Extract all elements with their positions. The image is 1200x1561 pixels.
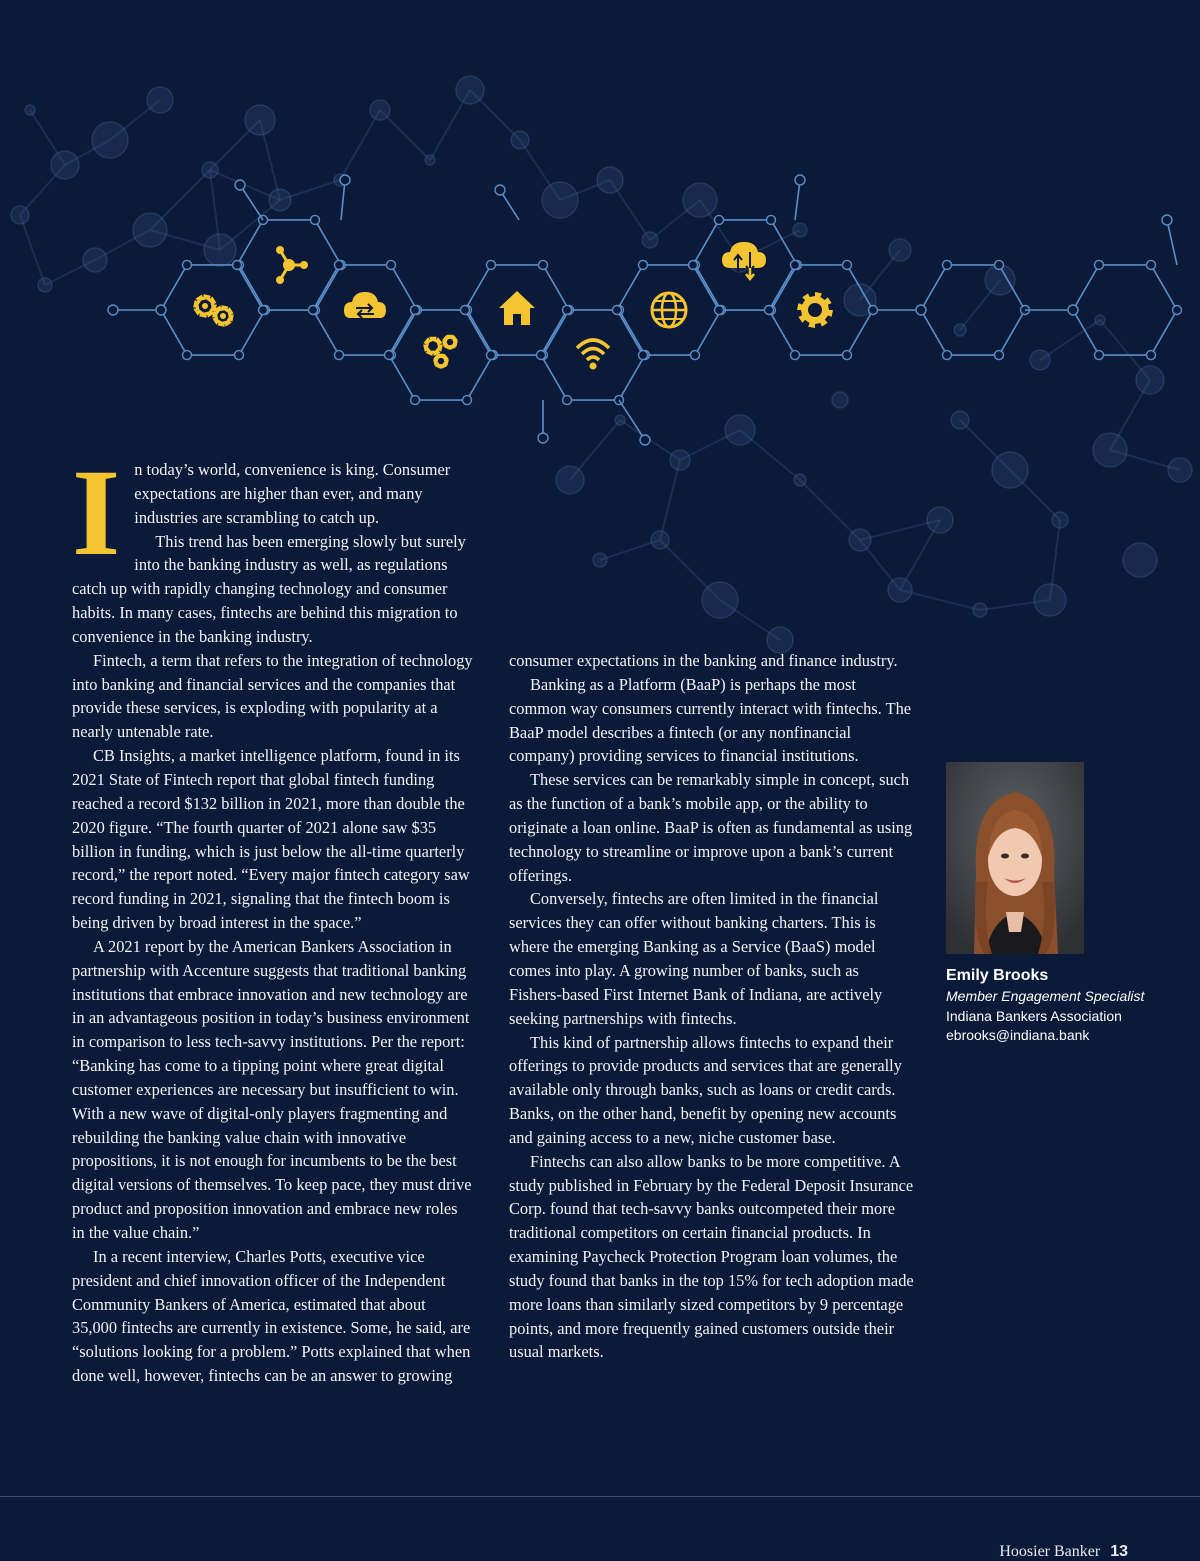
- globe-icon: [652, 293, 686, 327]
- hexagon-grid: [108, 175, 1182, 445]
- article-paragraph: Fintech, a term that refers to the integration of technology into banking and financial services and the companies that provide these services, is exploding with popularity at a nearly untenable rate.: [72, 650, 473, 742]
- drop-cap: I: [72, 444, 121, 581]
- footer-divider: [0, 1496, 1200, 1497]
- home-icon: [499, 291, 535, 325]
- page-number: 13: [1110, 1543, 1128, 1560]
- fintech-icons: [195, 242, 833, 370]
- article-paragraph: Banking as a Platform (BaaP) is perhaps the most common way consumers currently interact with fintechs. The BaaP model describes a fintech (or any nonfinancial company) providing services to financial institutions.: [509, 674, 912, 766]
- author-bio: [946, 965, 1146, 1046]
- article-paragraph: CB Insights, a market intelligence platform, found in its 2021 State of Fintech report that global fintech funding reached a record $132 billion in 2021, more than double the 2020 figure. “The fourth quarter of 2021 alone saw $35 billion in funding, which is just below the all-time quarterly record,” the report noted. “Every major fintech category saw record funding in 2021, signaling that the fintech boom is being driven by broad interest in the space.”: [72, 746, 470, 933]
- article-paragraph: These services can be remarkably simple in concept, such as the function of a bank’s mobile app, or the ability to originate a loan online. BaaP is often as fundamental as using technology to streamline or improve upon a bank’s current offerings.: [509, 770, 913, 885]
- publication-name: Hoosier Banker: [999, 1543, 1101, 1560]
- network-nodes-icon: [276, 246, 308, 284]
- author-email[interactable]: ebrooks@indiana.bank: [946, 1027, 1090, 1043]
- article-paragraph: Conversely, fintechs are often limited in the financial services they can offer without banking charters. This is where the emerging Banking as a Service (BaaS) model comes into play. A growing number of banks, such as Fishers-based First Internet Bank of Indiana, are actively seeking partnerships with fintechs.: [509, 889, 883, 1028]
- article-paragraph: This trend has been emerging slowly but surely into the banking industry as well, as regulations catch up with rapidly changing technology and consumer habits. In many cases, fintechs are behind this migration to convenience in the banking industry.: [72, 531, 466, 646]
- author-photo: [946, 762, 1084, 954]
- author-organization: Indiana Bankers Association: [946, 1007, 1122, 1024]
- article-paragraph: consumer expectations in the banking and finance industry.: [509, 651, 898, 670]
- article-paragraph: Fintechs can also allow banks to be more competitive. A study published in February by the Federal Deposit Insurance Corp. found that tech-savvy banks outcompeted their more traditional competitors on certain financial products. In examining Paycheck Protection Program loan volumes, the study found that banks in the top 15% for tech adoption made more loans than similarly sized competitors by 9 percentage points, and more frequently gained customers outside their usual markets.: [509, 1151, 914, 1362]
- page-footer: [999, 1543, 1128, 1561]
- article-paragraph: This kind of partnership allows fintechs to expand their offerings to provide products and services that are generally available only through banks, such as loans or credit cards. Banks, on the other hand, benefit by opening new accounts and gaining access to a new, niche customer base.: [509, 1032, 902, 1147]
- article-column-middle: [509, 649, 914, 1364]
- article-paragraph: In a recent interview, Charles Potts, executive vice president and chief innovation officer of the Independent Community Bankers of America, estimated that about 35,000 fintechs are currently in existence. Some, he said, are “solutions looking for a problem.” Potts explained that when done well, however, fintechs can be an answer to growing: [72, 1246, 471, 1386]
- article-paragraph: A 2021 report by the American Bankers Association in partnership with Accenture suggests that traditional banking institutions that embrace innovation and new technology are in an advantageous position in today’s business environment in comparison to less tech-savvy institutions. Per the report: “Banking has come to a tipping point where great digital customer experiences are necessary but insufficient to win. With a new wave of digital-only players fragmenting and rebuilding the banking value chain with innovative propositions, it is not enough for incumbents to be the best digital versions of themselves. To keep pace, they must drive product and proposition innovation and embrace new roles in the value chain.”: [72, 936, 472, 1242]
- author-title: Member Engagement Specialist: [946, 988, 1145, 1004]
- author-name: Emily Brooks: [946, 967, 1049, 984]
- wifi-icon: [577, 340, 609, 370]
- gear-icon: [797, 292, 833, 328]
- article-column-left: [72, 444, 474, 1388]
- article-paragraph: n today’s world, convenience is king. Consumer expectations are higher than ever, and many industries are scrambling to catch up.: [134, 460, 451, 527]
- cloud-sync-icon: [344, 292, 386, 318]
- gears-icon: [195, 296, 232, 325]
- cloud-upload-download-icon: [722, 242, 766, 279]
- cogs-icon: [425, 336, 456, 367]
